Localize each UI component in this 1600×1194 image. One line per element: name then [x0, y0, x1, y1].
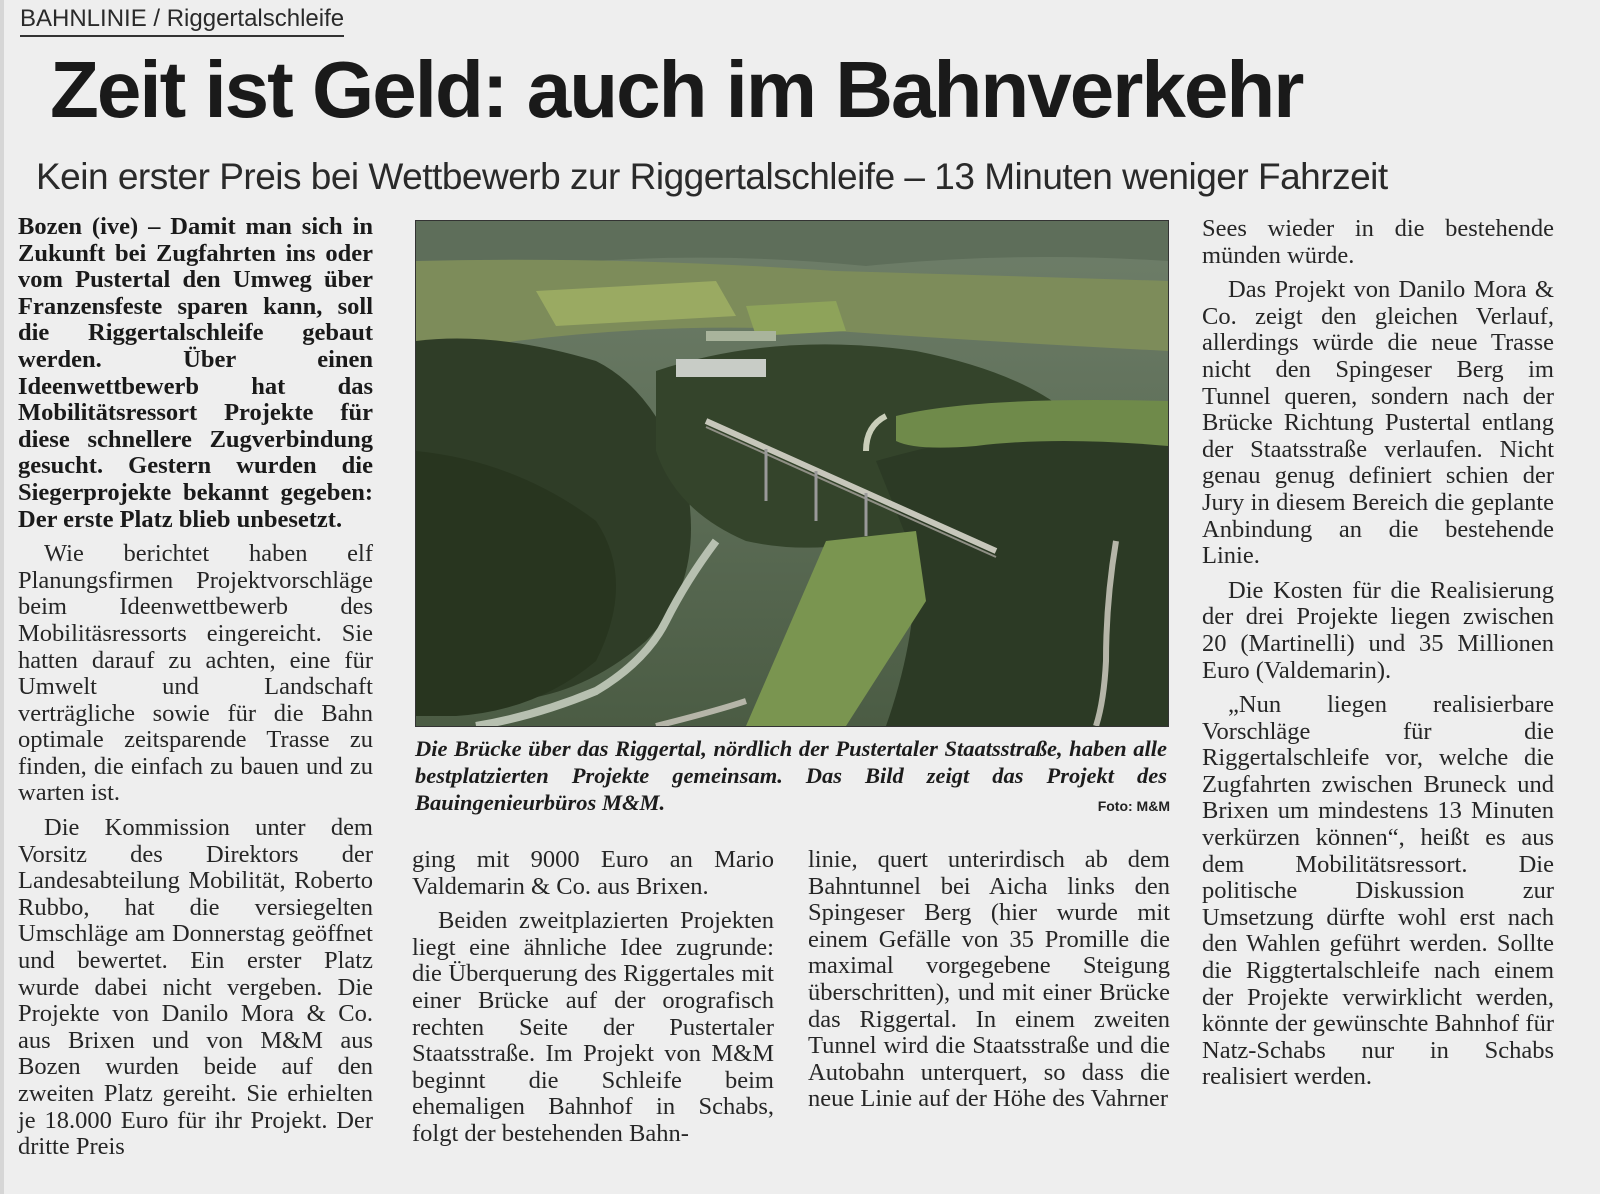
body-paragraph: linie, quert unterirdisch ab dem Bahntunnel bei Aicha links den Spingeser Berg (hier wurde mit einem Gefälle von 35 Promille die maximal vorgegebene Steigung überschritten), und mit einer Brücke das Riggertal. In einem zweiten Tunnel wird die Staatsstraße und die Autobahn unterquert, so dass die neue Linie auf der Höhe des Vahrner [808, 846, 1170, 1113]
body-paragraph: Beiden zweitplazierten Projekten liegt eine ähnliche Idee zugrunde: die Überquerung des Riggertales mit einer Brücke auf der orografisch rechten Seite der Pustertaler Staatsstraße. Im Projekt von M&M beginnt die Schleife beim ehemaligen Bahnhof in Schabs, folgt der bestehenden Bahn- [412, 907, 774, 1147]
photo-credit: Foto: M&M [1097, 798, 1170, 814]
article-column-1 [18, 214, 373, 1169]
section-kicker: BAHNLINIE / Riggertalschleife [20, 4, 344, 37]
article-column-4 [1202, 216, 1554, 1099]
aerial-photo-illustration [416, 221, 1168, 726]
body-paragraph: „Nun liegen realisierbare Vorschläge für die Riggertalschleife vor, welche die Zugfahrten zwischen Bruneck und Brixen um mindestens 13 Minuten verkürzen können“, heißt es aus dem Mobilitätsressort. Die politische Diskussion zur Umsetzung dürfte wohl erst nach den Wahlen geführt werden. Sollte die Riggtertalschleife nach einem der Projekte verwirklicht werden, könnte der gewünschte Bahnhof für Natz-Schabs nur in Schabs realisiert werden. [1202, 691, 1554, 1091]
article-column-3 [808, 847, 1170, 1121]
page-edge [0, 0, 4, 1194]
body-paragraph: Wie berichtet haben elf Planungsfirmen Projektvorschläge beim Ideenwettbewerb des Mobilitäsressorts eingereicht. Sie hatten darauf zu achten, eine für Umwelt und Landschaft verträgliche sowie für die Bahn optimale zeitsparende Trasse zu finden, die einfach zu bauen und zu warten ist. [18, 540, 373, 807]
headline: Zeit ist Geld: auch im Bahnverkehr [50, 45, 1303, 134]
aerial-photo [415, 220, 1169, 727]
photo-caption: Die Brücke über das Riggertal, nördlich der Pustertaler Staatsstraße, haben alle bestplatzierten Projekte gemeinsam. Das Bild zeigt das Projekt des Bauingenieurbüros M&M. [415, 736, 1167, 815]
body-paragraph: Sees wieder in die bestehende münden würde. [1202, 215, 1554, 269]
body-paragraph: Die Kommission unter dem Vorsitz des Direktors der Landesabteilung Mobilität, Roberto Rubbo, hat die versiegelten Umschläge am Donnerstag geöffnet und bewertet. Ein erster Platz wurde dabei nicht vergeben. Die Projekte von Danilo Mora & Co. aus Brixen und von M&M aus Bozen wurden beide auf den zweiten Platz gereiht. Sie erhielten je 18.000 Euro für ihr Projekt. Der dritte Preis [18, 814, 373, 1161]
body-paragraph: Das Projekt von Danilo Mora & Co. zeigt den gleichen Verlauf, allerdings würde die neue Trasse nicht den Spingeser Berg im Tunnel queren, sondern nach der Brücke Richtung Pustertal entlang der Staatsstraße verlaufen. Nicht genau genug definiert schien der Jury in diesem Bereich die geplante Anbindung an die bestehende Linie. [1202, 276, 1554, 570]
body-paragraph: Die Kosten für die Realisierung der drei Projekte liegen zwischen 20 (Martinelli) und 35 Millionen Euro (Valdemarin). [1202, 576, 1554, 684]
lead-paragraph: Bozen (ive) – Damit man sich in Zukunft bei Zugfahrten ins oder vom Pustertal den Umweg über Franzensfeste sparen kann, soll die Riggertalschleife gebaut werden. Über einen Ideenwettbewerb hat das Mobilitätsressort Projekte für diese schnellere Zugverbindung gesucht. Gestern wurden die Siegerprojekte bekannt gegeben: Der erste Platz blieb unbesetzt. [18, 213, 373, 533]
subheadline: Kein erster Preis bei Wettbewerb zur Riggertalschleife – 13 Minuten weniger Fahrzeit [36, 156, 1388, 197]
body-paragraph: ging mit 9000 Euro an Mario Valdemarin & Co. aus Brixen. [412, 846, 774, 900]
article-column-2 [412, 847, 774, 1156]
